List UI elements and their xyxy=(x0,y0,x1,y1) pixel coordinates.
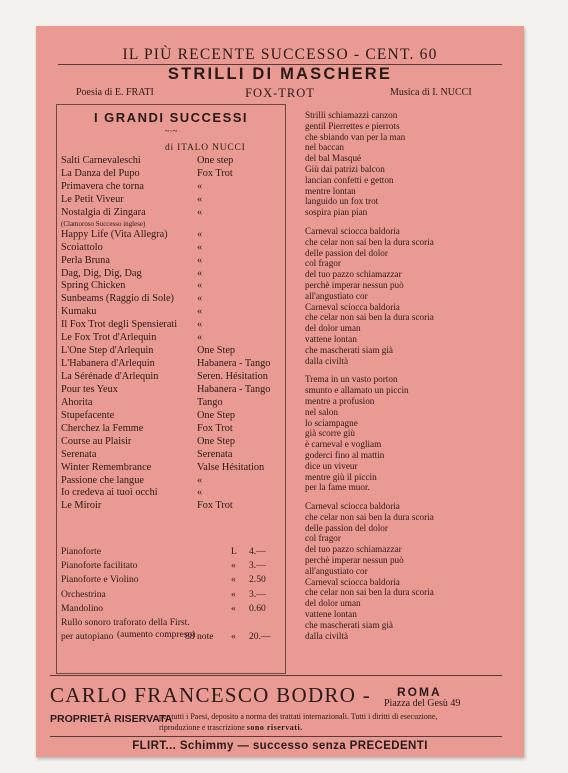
price-item xyxy=(61,588,281,602)
lyrics-line: vattene lontan xyxy=(305,609,357,620)
price-currency: « xyxy=(231,560,236,572)
song-item xyxy=(61,332,281,345)
song-item xyxy=(61,487,281,500)
lyrics-line: all'angustiato cor xyxy=(305,565,368,576)
price-note: (aumento compreso) xyxy=(117,630,196,640)
lyrics-line: Giù dai patrizi balcon xyxy=(305,163,385,174)
lyrics-line: mentre giù il piccin xyxy=(305,471,377,482)
price-value: 0.60 xyxy=(249,602,266,614)
lyrics-stanza xyxy=(305,501,515,641)
song-genre: « xyxy=(197,474,203,486)
song-name: Perla Bruna xyxy=(61,254,110,266)
song-name: Scoiattolo xyxy=(61,241,103,253)
lyrics-line: del dolor uman xyxy=(305,323,361,334)
song-genre: One Step xyxy=(197,409,236,421)
song-genre: « xyxy=(197,487,203,499)
song-genre: « xyxy=(197,306,203,318)
song-item xyxy=(61,475,281,488)
lyrics-line: del bal Masqué xyxy=(305,153,362,164)
lyrics-line: è carneval e vogliam xyxy=(305,439,382,450)
lyrics-line: Carneval sciocca baldoria xyxy=(305,225,400,236)
lyrics-line: Carneval sciocca baldoria xyxy=(305,301,400,312)
song-item xyxy=(61,181,281,194)
song-item xyxy=(61,384,281,397)
song-genre: « xyxy=(197,319,203,331)
price-currency: « xyxy=(231,602,236,614)
price-label: per autopiano xyxy=(61,631,114,643)
song-name: Kumaku xyxy=(61,306,97,318)
top-line: IL PIÙ RECENTE SUCCESSO - CENT. 60 xyxy=(122,46,438,63)
song-item xyxy=(61,155,281,168)
song-name: La Danza del Pupo xyxy=(61,167,140,179)
publisher-name: CARLO FRANCESCO BODRO - xyxy=(50,683,372,707)
lyrics-line: nel baccan xyxy=(305,142,345,153)
song-name: Sunbeams (Raggio di Sole) xyxy=(61,293,174,305)
lyrics-line: dalla civiltà xyxy=(305,355,349,366)
song-genre: « xyxy=(197,332,203,344)
legal-line-2-bold: sono riservati. xyxy=(246,723,303,732)
song-item xyxy=(61,242,281,255)
song-item xyxy=(61,500,281,513)
song-name: Course au Plaisir xyxy=(61,435,132,447)
genre-label: FOX-TROT xyxy=(245,86,315,100)
price-item xyxy=(61,545,281,559)
lyrics-line: dice un viveur xyxy=(305,460,358,471)
song-list xyxy=(61,155,281,513)
bottom-line: FLIRT... Schimmy — successo senza PRECEDENTI xyxy=(132,740,428,752)
song-item xyxy=(61,423,281,436)
catalog-title: I GRANDI SUCCESSI xyxy=(93,110,249,125)
song-item xyxy=(61,168,281,181)
song-item xyxy=(61,462,281,475)
lyrics-line: lancian confetti e getton xyxy=(305,174,394,185)
legal-line-2 xyxy=(159,723,303,732)
song-genre: Seren. Hésitation xyxy=(197,371,268,382)
song-genre: One Step xyxy=(197,345,236,357)
song-genre: « xyxy=(197,241,203,253)
catalog-author: di ITALO NUCCI xyxy=(165,143,246,153)
price-label: Rullo sonoro traforato della First. xyxy=(61,616,190,628)
song-name: La Sérénade d'Arlequin xyxy=(61,371,159,382)
lyrics-line: del dolor uman xyxy=(305,598,361,609)
lyrics-line: perchè imperar nessun può xyxy=(305,279,404,290)
price-label: Pianoforte facilitato xyxy=(61,560,138,572)
lyrics-line: all'angustiato cor xyxy=(305,290,368,301)
lyrics-line: per la fame muor. xyxy=(305,482,370,493)
song-name: Io credeva ai tuoi occhi xyxy=(61,487,158,499)
song-item xyxy=(61,194,281,207)
price-label: Pianoforte e Violino xyxy=(61,574,139,586)
song-name: Dag, Dig, Dig, Dag xyxy=(61,267,142,279)
song-name: Le Petit Viveur xyxy=(61,193,124,205)
lyrics-stanza xyxy=(305,226,515,366)
song-name: Pour tes Yeux xyxy=(61,383,118,395)
lyrics-line: smunto e allamato un piccin xyxy=(305,385,409,396)
song-item xyxy=(61,280,281,293)
song-genre: « xyxy=(197,254,203,266)
price-item xyxy=(61,573,281,587)
song-genre: Habanera - Tango xyxy=(197,383,271,395)
song-item xyxy=(61,371,281,384)
price-detail: 88 note xyxy=(185,631,214,643)
song-name: L'Habanera d'Arlequin xyxy=(61,358,155,370)
sheet-music-cover xyxy=(36,26,524,757)
lyrics-line: Carneval sciocca baldoria xyxy=(305,576,400,587)
rights-label: PROPRIETÀ RISERVATA xyxy=(50,713,173,725)
song-item xyxy=(61,268,281,281)
song-genre: Serenata xyxy=(197,448,233,460)
song-genre: « xyxy=(197,193,203,205)
price-value: 4.— xyxy=(249,546,266,557)
lyrics-line: languido un fox trot xyxy=(305,196,379,207)
lyrics-line: del tuo pazzo schiamazzar xyxy=(305,544,402,555)
lyrics-column xyxy=(305,110,515,649)
lyrics-line: delle passion del dolor xyxy=(305,522,388,533)
lyrics-line: gentil Pierrettes e pierrots xyxy=(305,120,400,131)
song-name: Le Fox Trot d'Arlequin xyxy=(61,332,157,344)
song-genre: « xyxy=(197,280,203,292)
price-currency: L xyxy=(231,546,237,557)
catalog-box xyxy=(56,104,286,674)
lyrics-line: sospira pian pian xyxy=(305,207,368,218)
song-name: Winter Remembrance xyxy=(61,461,152,473)
lyrics-line: mentre a profusion xyxy=(305,395,375,406)
legal-line-2-text: riproduzione e trascrizione xyxy=(159,723,245,732)
price-value: 3.— xyxy=(249,588,266,600)
lyrics-line: mentre lontan xyxy=(305,185,356,196)
price-value: 20.— xyxy=(249,631,271,643)
music-credit: Musica di I. NUCCI xyxy=(390,87,472,98)
song-item xyxy=(61,229,281,242)
song-item xyxy=(61,207,281,220)
song-name: Salti Carnevaleschi xyxy=(61,155,141,166)
song-name: Le Miroir xyxy=(61,500,102,512)
song-genre: « xyxy=(197,228,203,240)
price-item xyxy=(61,602,281,616)
song-name: Primavera che torna xyxy=(61,180,144,192)
footer-rule xyxy=(50,675,502,676)
song-item xyxy=(61,306,281,319)
song-item xyxy=(61,449,281,462)
lyrics-line: perchè imperar nessun può xyxy=(305,555,404,566)
song-name: Stupefacente xyxy=(61,409,115,421)
publisher-address: Piazza del Gesù 49 xyxy=(384,698,461,709)
lyrics-line: col fragor xyxy=(305,533,341,544)
song-item xyxy=(61,319,281,332)
song-item xyxy=(61,255,281,268)
song-item xyxy=(61,358,281,371)
bottom-rule xyxy=(50,736,502,737)
song-genre: Fox Trot xyxy=(197,422,233,434)
song-name: Passione che langue xyxy=(61,474,144,486)
publisher-city: ROMA xyxy=(397,685,442,699)
lyrics-line: che celar non sai ben la dura scoria xyxy=(305,236,434,247)
song-genre: « xyxy=(197,180,203,192)
song-genre: Fox Trot xyxy=(197,167,233,179)
song-genre: Valse Hésitation xyxy=(197,461,265,473)
price-label: Mandolino xyxy=(61,602,104,614)
lyrics-line: che celar non sai ben la dura scoria xyxy=(305,511,434,522)
song-genre: « xyxy=(197,293,203,305)
price-currency: « xyxy=(231,588,236,600)
lyrics-credit: Poesia di E. FRATI xyxy=(76,87,154,98)
song-item xyxy=(61,345,281,358)
lyrics-line: dalla civiltà xyxy=(305,630,349,641)
price-label: Orchestrina xyxy=(61,588,106,600)
lyrics-stanza xyxy=(305,110,515,218)
song-item xyxy=(61,436,281,449)
price-label: Pianoforte xyxy=(61,546,101,557)
song-genre: One step xyxy=(197,155,234,166)
song-item xyxy=(61,410,281,423)
lyrics-line: Strilli schiamazzi canzon xyxy=(305,110,398,120)
song-item xyxy=(61,293,281,306)
lyrics-line: Carneval sciocca baldoria xyxy=(305,501,400,512)
lyrics-line: goderci fino al mattin xyxy=(305,449,385,460)
lyrics-line: che sbiando van per la man xyxy=(305,131,406,142)
song-title: STRILLI DI MASCHERE xyxy=(167,65,393,83)
lyrics-line: nel salon xyxy=(305,406,338,417)
song-name: L'One Step d'Arlequin xyxy=(61,345,154,357)
lyrics-line: che celar non sai ben la dura scoria xyxy=(305,312,434,323)
lyrics-line: vattene lontan xyxy=(305,333,357,344)
lyrics-line: che mascherati siam già xyxy=(305,344,394,355)
song-item xyxy=(61,397,281,410)
song-genre: One Step xyxy=(197,435,236,447)
song-name: Spring Chicken xyxy=(61,280,126,292)
lyrics-line: lo sciampagne xyxy=(305,417,358,428)
lyrics-line: col fragor xyxy=(305,258,341,269)
ornament: ~·~ xyxy=(164,126,178,136)
song-genre: Fox Trot xyxy=(197,500,233,512)
song-name: Ahorita xyxy=(61,396,93,408)
song-name: Nostalgia di Zingara xyxy=(61,206,146,218)
price-currency: « xyxy=(231,631,236,643)
song-item xyxy=(61,220,281,229)
price-currency: « xyxy=(231,574,236,586)
lyrics-line: del tuo pazzo schiamazzar xyxy=(305,269,402,280)
legal-line-1: per tutti i Paesi, deposito a norma dei trattati internazionali. Tutti i diritti di esecuzione, xyxy=(159,712,438,721)
song-name: (Clamoroso Successo inglese) xyxy=(61,219,146,228)
lyrics-line: che mascherati siam già xyxy=(305,619,394,630)
price-value: 3.— xyxy=(249,560,266,572)
song-genre: Habanera - Tango xyxy=(197,358,271,370)
lyrics-line: Trema in un vasto porton xyxy=(305,374,398,385)
song-name: Cherchez la Femme xyxy=(61,422,144,434)
lyrics-line: già scorre giù xyxy=(305,428,356,439)
lyrics-line: che celar non sai ben la dura scoria xyxy=(305,587,434,598)
price-item xyxy=(61,616,281,630)
song-name: Serenata xyxy=(61,448,97,460)
song-genre: Tango xyxy=(197,396,223,408)
song-name: Happy Life (Vita Allegra) xyxy=(61,228,168,240)
price-value: 2.50 xyxy=(249,574,266,586)
song-genre: « xyxy=(197,206,203,218)
lyrics-line: delle passion del dolor xyxy=(305,247,388,258)
song-name: Il Fox Trot degli Spensierati xyxy=(61,319,178,331)
price-item xyxy=(61,559,281,573)
lyrics-stanza xyxy=(305,374,515,493)
song-genre: « xyxy=(197,267,203,279)
